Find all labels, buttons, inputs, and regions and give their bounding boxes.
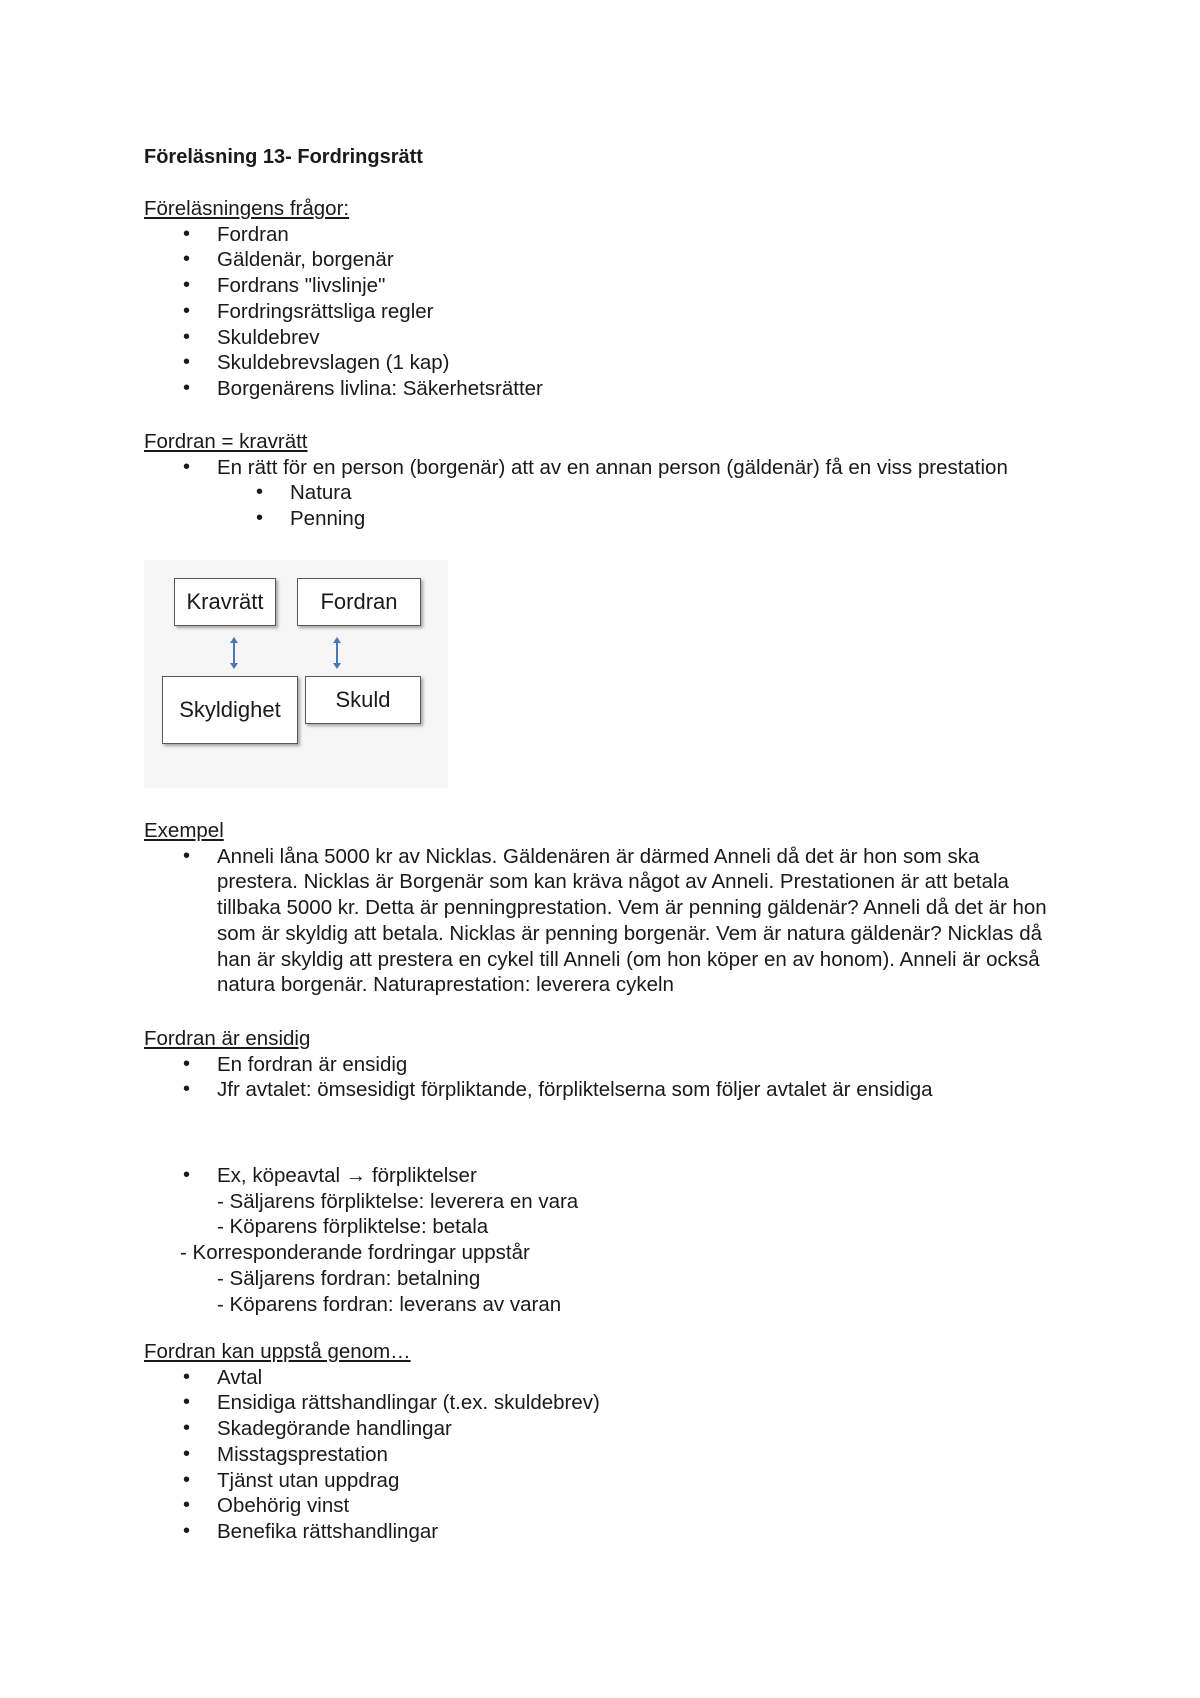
dash-line: - Säljarens fordran: betalning xyxy=(217,1266,481,1290)
list-item: • Obehörig vinst xyxy=(144,1493,1104,1519)
uppsta-list xyxy=(144,1365,1104,1545)
list-item: • Skuldebrevslagen (1 kap) xyxy=(144,350,1104,376)
list-item: • Skuldebrev xyxy=(144,325,1104,351)
list-item: • Fordran xyxy=(144,222,1104,248)
box-fordran: Fordran xyxy=(297,578,421,626)
document-title: Föreläsning 13- Fordringsrätt xyxy=(144,146,423,168)
section-kravratt xyxy=(144,429,1024,532)
list-item: • Natura xyxy=(144,480,1024,506)
list-item: • Misstagsprestation xyxy=(144,1442,1104,1468)
list-item: • Avtal xyxy=(144,1365,1104,1391)
kravratt-diagram xyxy=(144,560,448,788)
section-exempel xyxy=(144,818,1064,998)
section-heading: Exempel xyxy=(144,819,224,842)
dash-line: - Köparens fordran: leverans av varan xyxy=(217,1292,562,1316)
ensidig-list xyxy=(144,1052,1104,1103)
box-kravratt: Kravrätt xyxy=(174,578,276,626)
list-item: • Fordringsrättsliga regler xyxy=(144,299,1104,325)
box-skuld: Skuld xyxy=(305,676,421,724)
section-ensidig xyxy=(144,1026,1104,1103)
list-item: • Gäldenär, borgenär xyxy=(144,247,1104,273)
list-item: • Jfr avtalet: ömsesidigt förpliktande, förpliktelserna som följer avtalet är ensidiga xyxy=(144,1077,1104,1103)
section-heading: Fordran = kravrätt xyxy=(144,430,308,453)
double-arrow-icon xyxy=(228,636,240,670)
dash-line: - Säljarens förpliktelse: leverera en vara xyxy=(217,1189,579,1213)
kravratt-list xyxy=(144,455,1024,481)
dash-line: - Korresponderande fordringar uppstår xyxy=(180,1241,530,1265)
list-item: • En fordran är ensidig xyxy=(144,1052,1104,1078)
section-uppsta xyxy=(144,1339,1104,1545)
ensidig-example-list xyxy=(144,1163,1104,1189)
double-arrow-icon xyxy=(331,636,343,670)
list-item: • Borgenärens livlina: Säkerhetsrätter xyxy=(144,376,1104,402)
dash-line: - Köparens förpliktelse: betala xyxy=(217,1215,489,1239)
list-item: • Tjänst utan uppdrag xyxy=(144,1468,1104,1494)
list-item: • Anneli låna 5000 kr av Nicklas. Gäldenären är därmed Anneli då det är hon som ska prestera. Nicklas är Borgenär som kan kräva något av Anneli. Prestationen är att betala tillbaka 5000 kr. Detta är penningprestation. Vem är penning gäldenär? Anneli då det är hon som är skyldig att betala. Nicklas är penning borgenär. Vem är natura gäldenär? Nicklas då han är skyldig att prestera en cykel till Anneli (om hon köper en av honom). Anneli är också natura borgenär. Naturaprestation: leverera cykeln xyxy=(144,844,1064,998)
list-item: • En rätt för en person (borgenär) att av en annan person (gäldenär) få en viss prestation xyxy=(144,455,1024,481)
list-item: • Ensidiga rättshandlingar (t.ex. skuldebrev) xyxy=(144,1390,1104,1416)
list-item: • Ex, köpeavtal → förpliktelser xyxy=(144,1163,1104,1189)
section-questions xyxy=(144,196,1104,402)
section-ensidig-example xyxy=(144,1163,1104,1317)
kravratt-sublist xyxy=(144,480,1024,531)
list-item: • Benefika rättshandlingar xyxy=(144,1519,1104,1545)
section-heading: Föreläsningens frågor: xyxy=(144,197,350,220)
section-heading: Fordran är ensidig xyxy=(144,1027,311,1050)
list-item: • Skadegörande handlingar xyxy=(144,1416,1104,1442)
list-item: • Fordrans "livslinje" xyxy=(144,273,1104,299)
exempel-list xyxy=(144,844,1064,998)
question-list xyxy=(144,222,1104,402)
list-item: • Penning xyxy=(144,506,1024,532)
section-heading: Fordran kan uppstå genom… xyxy=(144,1340,411,1363)
box-skyldighet: Skyldighet xyxy=(162,676,298,744)
